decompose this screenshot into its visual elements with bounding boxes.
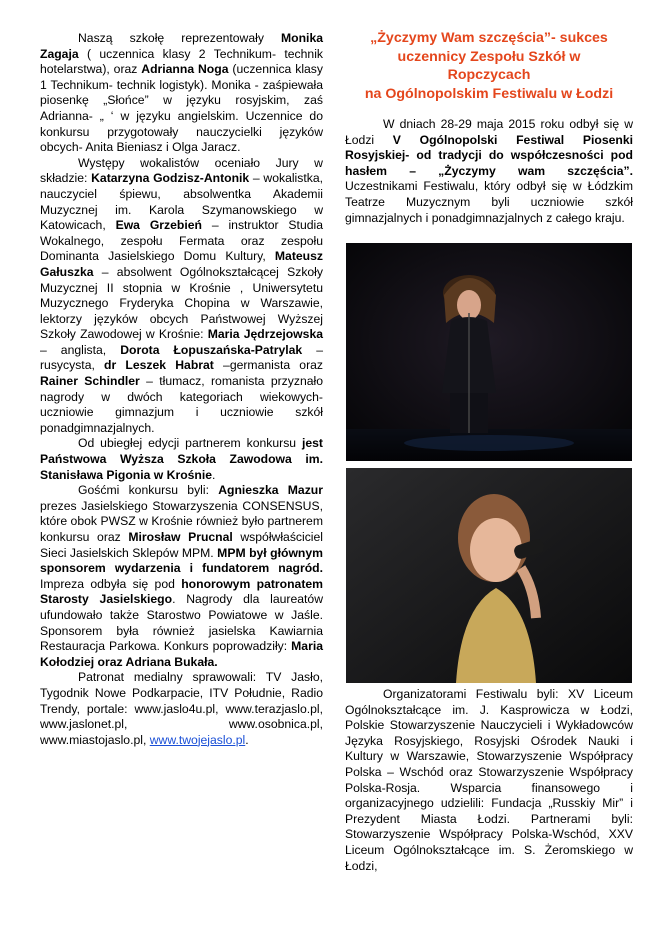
title-line: na Ogólnopolskim Festiwalu w Łodzi bbox=[364, 85, 614, 102]
singer-photo-closeup bbox=[346, 468, 632, 683]
paragraph-organizers: Organizatorami Festiwalu byli: XV Liceum Ogólnokształcące im. J. Kasprowicza w Łodzi, Polskie Stowarzyszenie Nauczycieli i Wykładowców Języka Rosyjskiego, Rosyjski Ośrodek Nauki i Kultury w Warszawie, Stowarzyszenie Współpracy Polska – Wschód oraz Stowarzyszenie Współpracy Polska-Rosja. Wsparcia finansowego i organizacyjnego udzielili: Fundacja „Russkiy Mir” i Prezydent Miasta Łodzi. Partnerami byli: Stowarzyszenie Współpracy Polska-Wschód, XXV Liceum Ogólnokształcące im. S. Żeromskiego w Łodzi, bbox=[345, 687, 633, 873]
left-column bbox=[40, 31, 323, 748]
paragraph-partner: Od ubiegłej edycji partnerem konkursu jest Państwowa Wyższa Szkoła Zawodowa im. Stanisława Pigonia w Krośnie. bbox=[40, 436, 323, 482]
title-line: „Życzymy Wam szczęścia”- sukces bbox=[370, 30, 608, 46]
right-column-intro bbox=[345, 117, 633, 226]
paragraph-festival-intro: W dniach 28-29 maja 2015 roku odbył się w Łodzi V Ogólnopolski Festiwal Piosenki Rosyjskiej- od tradycji do współczesności pod hasłem – „Życzymy wam szczęścia”. Uczestnikami Festiwalu, który odbył się w Łódzkim Teatrze Muzycznym byli uczniowie szkół gimnazjalnych i ponadgimnazjalnych z całego kraju. bbox=[345, 117, 633, 225]
article-title bbox=[345, 29, 633, 103]
paragraph-media-patrons: Patronat medialny sprawowali: TV Jasło, Tygodnik Nowe Podkarpacie, ITV Południe, Radio Trendy, portale: www.jaslo4u.pl, www.terazjaslo.pl, www.jaslonet.pl, www.osobnica.pl, www.miastojaslo.pl, www.twojejaslo.pl. bbox=[40, 670, 323, 747]
paragraph-representatives: Naszą szkołę reprezentowały Monika Zagaja ( uczennica klasy 2 Technikum- technik hotelarstwa), oraz Adrianna Noga (uczennica klasy 1 Technikum- technik logistyk). Monika - zaśpiewała piosenkę „Słońce” w języku rosyjskim, zaś Adrianna- „ ‘ w języku angielskim. Uczennice do konkursu przygotowały nauczycielki języków obcych- Anita Bieniasz i Olga Jaracz. bbox=[40, 31, 323, 155]
title-line: uczennicy Zespołu Szkół w bbox=[397, 48, 581, 65]
right-column-organizers bbox=[345, 687, 633, 874]
singer-photo-stage bbox=[346, 243, 632, 461]
title-line: Ropczycach bbox=[447, 67, 531, 83]
paragraph-jury: Występy wokalistów oceniało Jury w składzie: Katarzyna Godzisz-Antonik – wokalistka, nauczyciel śpiewu, absolwentka Akademii Muzycznej im. Karola Szymanowskiego w Katowicach, Ewa Grzebień – instruktor Studia Wokalnego, zespołu Fermata oraz zespołu Dominanta Jasielskiego Domu Kultury, Mateusz Gałuszka – absolwent Ogólnokształcącej Szkoły Muzycznej II stopnia w Krośnie , Uniwersytetu Muzycznego Fryderyka Chopina w Warszawie, lektorzy języków obcych Państwowej Wyższej Szkoły Zawodowej w Krośnie: Maria Jędrzejowska – anglista, Dorota Łopuszańska-Patrylak – rusycysta, dr Leszek Habrat –germanista oraz Rainer Schindler – tłumacz, romanista przyznało nagrody w dwóch kategoriach wiekowych- uczniowie gimnazjum i uczniowie szkół ponadgimnazjalnych. bbox=[40, 155, 323, 435]
paragraph-guests: Gośćmi konkursu byli: Agnieszka Mazur prezes Jasielskiego Stowarzyszenia CONSENSUS, które obok PWSZ w Krośnie również było partnerem konkursu oraz Mirosław Prucnal współwłaściciel Sieci Jasielskich Sklepów MPM. MPM był głównym sponsorem wydarzenia i fundatorem nagród. Impreza odbyła się pod honorowym patronatem Starosty Jasielskiego. Nagrody dla laureatów ufundowało także Starostwo Powiatowe w Jaśle. Sponsorem była również jasielska Kawiarnia Restauracja Parkowa. Konkurs poprowadziły: Maria Kołodziej oraz Adriana Bukała. bbox=[40, 483, 324, 669]
twojejaslo-link[interactable]: www.twojejaslo.pl bbox=[149, 732, 246, 747]
